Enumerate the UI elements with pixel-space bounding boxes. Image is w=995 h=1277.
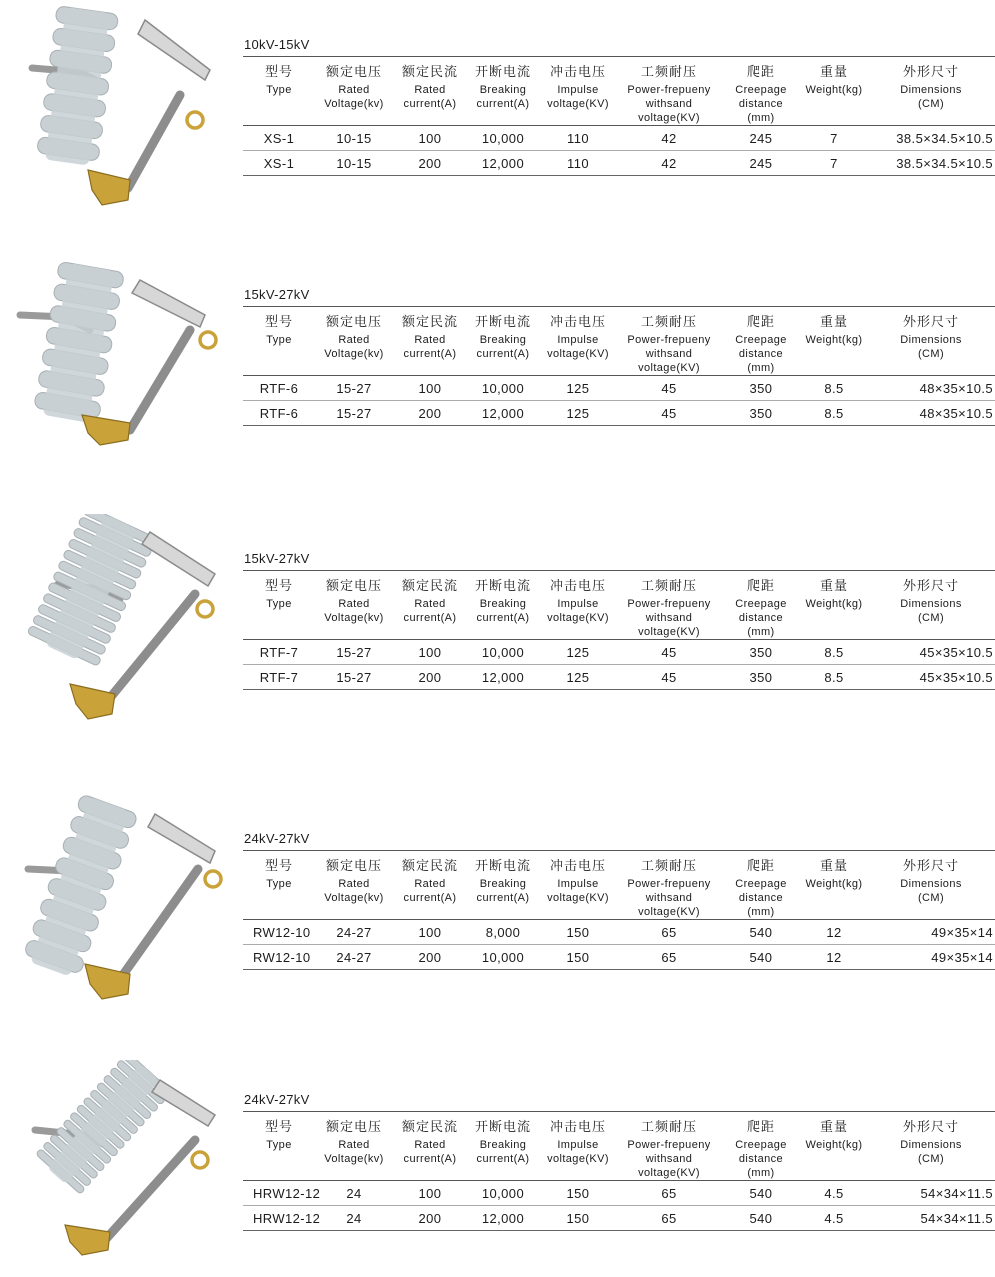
column-header	[243, 1112, 315, 1181]
column-header	[867, 307, 995, 376]
column-header	[243, 307, 315, 376]
column-header	[467, 571, 539, 640]
column-header	[721, 851, 801, 920]
table-cell: 10,000	[481, 949, 525, 965]
insulator	[22, 794, 139, 980]
table-cell: 48×35×10.5	[919, 380, 993, 396]
column-header-en: Rated Voltage(kv)	[324, 1139, 384, 1165]
column-header	[867, 571, 995, 640]
table-cell: 200	[418, 405, 442, 421]
column-header-en: Power-frepueny withsand voltage(KV)	[627, 598, 711, 638]
column-header	[467, 57, 539, 126]
table-row	[243, 665, 995, 690]
table-cell: 100	[418, 644, 442, 660]
insulator	[26, 514, 158, 669]
table-cell: 100	[418, 380, 442, 396]
column-header	[467, 851, 539, 920]
column-header-cn: 型号	[264, 858, 293, 873]
column-header-cn: 额定民流	[401, 314, 458, 329]
table-cell: 7	[830, 130, 838, 146]
table-cell: RTF-7	[259, 644, 299, 660]
fuse-tube	[128, 95, 180, 188]
table-cell: 200	[418, 155, 442, 171]
table-cell: 45	[661, 405, 677, 421]
column-header-cn: 冲击电压	[549, 1119, 606, 1134]
table-cell: 24-27	[336, 924, 372, 940]
column-header	[467, 307, 539, 376]
table-cell: RW12-10	[253, 949, 311, 965]
table-cell: 4.5	[824, 1185, 844, 1201]
column-header-en: Weight(kg)	[805, 84, 863, 96]
table-cell: 350	[749, 380, 773, 396]
column-header	[801, 57, 867, 126]
column-header-cn: 额定民流	[401, 858, 458, 873]
table-cell: 15-27	[336, 669, 372, 685]
column-header-cn: 冲击电压	[549, 314, 606, 329]
top-contact	[142, 532, 215, 586]
column-header	[393, 307, 467, 376]
table-cell: 48×35×10.5	[919, 405, 993, 421]
top-contact	[132, 280, 205, 327]
table-cell: 45×35×10.5	[919, 644, 993, 660]
column-header-en: Dimensions (CM)	[900, 1139, 962, 1165]
column-header-en: Impulse voltage(KV)	[547, 1139, 609, 1165]
column-header-en: Rated Voltage(kv)	[324, 878, 384, 904]
table-cell: 540	[749, 924, 773, 940]
column-header	[393, 57, 467, 126]
table-cell: 110	[567, 130, 589, 146]
column-header-en: Breaking current(A)	[476, 84, 530, 110]
table-cell: 24	[346, 1210, 362, 1226]
table-cell: 350	[749, 644, 773, 660]
table-row	[243, 401, 995, 426]
column-header	[315, 57, 393, 126]
column-header-cn: 开断电流	[474, 314, 531, 329]
fuse-tube	[105, 594, 195, 704]
table-row	[243, 945, 995, 970]
column-header-en: Breaking current(A)	[476, 598, 530, 624]
table-cell: 15-27	[336, 405, 372, 421]
table-cell: XS-1	[263, 130, 295, 146]
table-cell: 150	[566, 924, 590, 940]
table-cell: 4.5	[824, 1210, 844, 1226]
column-header	[801, 1112, 867, 1181]
table-cell: XS-1	[263, 155, 295, 171]
column-header-en: Impulse voltage(KV)	[547, 598, 609, 624]
column-header	[867, 1112, 995, 1181]
brass-hinge	[70, 684, 115, 719]
fuse-cutout-illustration-rw12	[10, 779, 235, 1014]
column-header-en: Power-frepueny withsand voltage(KV)	[627, 878, 711, 918]
column-header-en: Creepage distance (mm)	[735, 334, 787, 374]
column-header-en: Breaking current(A)	[476, 878, 530, 904]
column-header-cn: 爬距	[746, 1119, 775, 1134]
column-header-en: Rated current(A)	[403, 1139, 457, 1165]
column-header-cn: 重量	[819, 578, 848, 593]
voltage-range-title: 10kV-15kV	[244, 37, 310, 52]
table-cell: 54×34×11.5	[920, 1185, 993, 1201]
column-header-cn: 型号	[264, 578, 293, 593]
insulator	[34, 1060, 172, 1196]
column-header-cn: 外形尺寸	[902, 578, 959, 593]
table-cell: 540	[749, 1185, 773, 1201]
table-cell: 24-27	[336, 949, 372, 965]
fuse-tube	[120, 869, 198, 979]
fuse-tube	[130, 330, 190, 430]
insulator	[33, 261, 125, 424]
column-header-en: Weight(kg)	[805, 1139, 863, 1151]
spec-table	[243, 306, 995, 426]
column-header	[617, 307, 721, 376]
table-cell: 12	[826, 949, 842, 965]
column-header-en: Type	[266, 334, 292, 346]
column-header-en: Breaking current(A)	[476, 334, 530, 360]
table-cell: 8.5	[824, 644, 844, 660]
table-cell: 7	[830, 155, 838, 171]
column-header	[243, 57, 315, 126]
column-header-en: Rated Voltage(kv)	[324, 598, 384, 624]
table-row	[243, 126, 995, 151]
table-cell: 540	[749, 949, 773, 965]
brass-hinge	[88, 170, 130, 205]
table-row	[243, 376, 995, 401]
table-cell: HRW12-12	[253, 1210, 321, 1226]
table-cell: 125	[566, 380, 590, 396]
column-header-en: Rated Voltage(kv)	[324, 84, 384, 110]
fuse-cutout-drawing	[22, 794, 221, 999]
column-header-cn: 额定电压	[325, 1119, 382, 1134]
table-cell: 24	[346, 1185, 362, 1201]
column-header-en: Dimensions (CM)	[900, 878, 962, 904]
column-header-en: Impulse voltage(KV)	[547, 334, 609, 360]
pull-ring	[200, 332, 216, 348]
fuse-cutout-illustration-rtf7	[10, 514, 235, 729]
table-cell: RTF-7	[259, 669, 299, 685]
column-header	[617, 57, 721, 126]
table-cell: 15-27	[336, 644, 372, 660]
column-header-cn: 冲击电压	[549, 858, 606, 873]
table-cell: 10-15	[336, 155, 372, 171]
table-cell: 10,000	[481, 380, 525, 396]
column-header-cn: 工频耐压	[640, 314, 697, 329]
voltage-range-title: 24kV-27kV	[244, 1092, 310, 1107]
spec-table	[243, 1111, 995, 1231]
table-cell: 350	[749, 669, 773, 685]
table-cell: 8.5	[824, 405, 844, 421]
column-header-cn: 重量	[819, 314, 848, 329]
table-row	[243, 640, 995, 665]
column-header-cn: 外形尺寸	[902, 1119, 959, 1134]
column-header-en: Dimensions (CM)	[900, 334, 962, 360]
column-header-en: Creepage distance (mm)	[735, 878, 787, 918]
table-cell: RTF-6	[259, 405, 299, 421]
table-cell: 8.5	[824, 380, 844, 396]
column-header-cn: 外形尺寸	[902, 314, 959, 329]
column-header-cn: 型号	[264, 1119, 293, 1134]
spec-table	[243, 850, 995, 970]
table-cell: 150	[566, 949, 590, 965]
pull-ring	[197, 601, 213, 617]
spec-table	[243, 56, 995, 176]
column-header-cn: 外形尺寸	[902, 64, 959, 79]
column-header	[243, 851, 315, 920]
column-header-cn: 额定电压	[325, 858, 382, 873]
table-cell: 245	[749, 130, 773, 146]
column-header	[801, 851, 867, 920]
column-header-en: Impulse voltage(KV)	[547, 878, 609, 904]
table-cell: 38.5×34.5×10.5	[896, 155, 993, 171]
column-header-en: Rated current(A)	[403, 334, 457, 360]
table-cell: 42	[661, 155, 677, 171]
table-row	[243, 151, 995, 176]
table-cell: 100	[418, 1185, 442, 1201]
table-row	[243, 1206, 995, 1231]
table-cell: 12	[826, 924, 842, 940]
column-header-cn: 冲击电压	[549, 64, 606, 79]
table-cell: 49×35×14	[931, 949, 993, 965]
column-header	[721, 571, 801, 640]
table-cell: 100	[418, 130, 442, 146]
table-cell: 8,000	[485, 924, 521, 940]
table-cell: 38.5×34.5×10.5	[896, 130, 993, 146]
column-header-cn: 开断电流	[474, 858, 531, 873]
column-header-en: Rated current(A)	[403, 84, 457, 110]
table-cell: 42	[661, 130, 677, 146]
column-header-en: Rated current(A)	[403, 878, 457, 904]
table-cell: 45×35×10.5	[919, 669, 993, 685]
table-cell: 245	[749, 155, 773, 171]
table-cell: 200	[418, 949, 442, 965]
column-header	[617, 571, 721, 640]
column-header-en: Weight(kg)	[805, 334, 863, 346]
fuse-cutout-drawing	[26, 514, 215, 719]
column-header	[721, 307, 801, 376]
pull-ring	[192, 1152, 208, 1168]
column-header-en: Type	[266, 598, 292, 610]
column-header-en: Power-frepueny withsand voltage(KV)	[627, 1139, 711, 1179]
column-header	[721, 57, 801, 126]
table-cell: 65	[661, 924, 677, 940]
column-header-en: Creepage distance (mm)	[735, 598, 787, 638]
column-header-en: Impulse voltage(KV)	[547, 84, 609, 110]
brass-hinge	[65, 1225, 110, 1255]
column-header-cn: 外形尺寸	[902, 858, 959, 873]
column-header-en: Weight(kg)	[805, 878, 863, 890]
table-cell: 65	[661, 1210, 677, 1226]
table-cell: 200	[418, 1210, 442, 1226]
column-header-cn: 开断电流	[474, 578, 531, 593]
table-cell: 150	[566, 1185, 590, 1201]
column-header-cn: 爬距	[746, 314, 775, 329]
table-cell: 54×34×11.5	[920, 1210, 993, 1226]
table-cell: 125	[566, 669, 590, 685]
column-header	[315, 307, 393, 376]
column-header	[801, 307, 867, 376]
column-header-cn: 爬距	[746, 578, 775, 593]
column-header-cn: 额定民流	[401, 1119, 458, 1134]
table-cell: 45	[661, 644, 677, 660]
voltage-range-title: 24kV-27kV	[244, 831, 310, 846]
table-cell: 49×35×14	[931, 924, 993, 940]
table-cell: 65	[661, 949, 677, 965]
pull-ring	[187, 112, 203, 128]
top-contact	[148, 814, 215, 863]
table-cell: 12,000	[481, 405, 525, 421]
table-cell: 100	[418, 924, 442, 940]
fuse-cutout-drawing	[20, 261, 216, 445]
column-header-cn: 冲击电压	[549, 578, 606, 593]
column-header-en: Breaking current(A)	[476, 1139, 530, 1165]
table-cell: 65	[661, 1185, 677, 1201]
column-header-en: Power-frepueny withsand voltage(KV)	[627, 84, 711, 124]
table-cell: 12,000	[481, 155, 525, 171]
column-header-en: Weight(kg)	[805, 598, 863, 610]
pull-ring	[205, 871, 221, 887]
column-header	[617, 851, 721, 920]
table-cell: RTF-6	[259, 380, 299, 396]
voltage-range-title: 15kV-27kV	[244, 551, 310, 566]
column-header	[867, 851, 995, 920]
fuse-cutout-drawing	[32, 6, 210, 205]
fuse-cutout-illustration-hrw12	[10, 1060, 235, 1270]
column-header-en: Creepage distance (mm)	[735, 84, 787, 124]
top-contact	[138, 20, 210, 80]
column-header-cn: 型号	[264, 314, 293, 329]
table-cell: 200	[418, 669, 442, 685]
column-header	[315, 571, 393, 640]
table-cell: 10,000	[481, 644, 525, 660]
voltage-range-title: 15kV-27kV	[244, 287, 310, 302]
column-header-cn: 开断电流	[474, 64, 531, 79]
fuse-cutout-illustration-xs1	[10, 0, 235, 215]
column-header-en: Dimensions (CM)	[900, 598, 962, 624]
column-header-en: Power-frepueny withsand voltage(KV)	[627, 334, 711, 374]
column-header	[393, 1112, 467, 1181]
column-header	[315, 1112, 393, 1181]
column-header-cn: 额定电压	[325, 314, 382, 329]
fuse-cutout-illustration-rtf6	[10, 255, 235, 465]
column-header	[539, 851, 617, 920]
fuse-cutout-drawing	[34, 1060, 215, 1255]
table-cell: 10-15	[336, 130, 372, 146]
column-header-en: Type	[266, 1139, 292, 1151]
column-header	[393, 851, 467, 920]
table-cell: 350	[749, 405, 773, 421]
column-header-cn: 额定电压	[325, 578, 382, 593]
table-cell: 10,000	[481, 130, 525, 146]
column-header	[617, 1112, 721, 1181]
column-header-en: Type	[266, 84, 292, 96]
column-header-cn: 额定电压	[325, 64, 382, 79]
column-header	[539, 571, 617, 640]
table-row	[243, 920, 995, 945]
table-cell: 12,000	[481, 1210, 525, 1226]
column-header-cn: 额定民流	[401, 64, 458, 79]
column-header	[393, 571, 467, 640]
column-header-en: Creepage distance (mm)	[735, 1139, 787, 1179]
column-header	[243, 571, 315, 640]
insulator	[36, 6, 119, 167]
column-header-en: Type	[266, 878, 292, 890]
table-cell: 10,000	[481, 1185, 525, 1201]
column-header	[539, 57, 617, 126]
column-header-cn: 工频耐压	[640, 64, 697, 79]
column-header-cn: 型号	[264, 64, 293, 79]
table-cell: 12,000	[481, 669, 525, 685]
fuse-tube	[105, 1140, 195, 1240]
table-cell: 125	[566, 405, 590, 421]
column-header-cn: 重量	[819, 1119, 848, 1134]
column-header-cn: 爬距	[746, 64, 775, 79]
column-header-cn: 工频耐压	[640, 578, 697, 593]
column-header	[801, 571, 867, 640]
column-header	[467, 1112, 539, 1181]
column-header-en: Rated current(A)	[403, 598, 457, 624]
column-header-cn: 额定民流	[401, 578, 458, 593]
column-header	[721, 1112, 801, 1181]
column-header	[539, 1112, 617, 1181]
column-header-cn: 工频耐压	[640, 858, 697, 873]
column-header-cn: 爬距	[746, 858, 775, 873]
table-cell: 8.5	[824, 669, 844, 685]
column-header-cn: 重量	[819, 64, 848, 79]
table-cell: 540	[749, 1210, 773, 1226]
table-row	[243, 1181, 995, 1206]
column-header-en: Dimensions (CM)	[900, 84, 962, 110]
table-cell: RW12-10	[253, 924, 311, 940]
table-cell: 125	[566, 644, 590, 660]
column-header	[867, 57, 995, 126]
column-header-cn: 重量	[819, 858, 848, 873]
spec-table	[243, 570, 995, 690]
column-header	[539, 307, 617, 376]
column-header	[315, 851, 393, 920]
table-cell: 45	[661, 380, 677, 396]
column-header-en: Rated Voltage(kv)	[324, 334, 384, 360]
column-header-cn: 工频耐压	[640, 1119, 697, 1134]
table-cell: 45	[661, 669, 677, 685]
table-cell: HRW12-12	[253, 1185, 321, 1201]
brass-hinge	[82, 415, 130, 445]
table-cell: 15-27	[336, 380, 372, 396]
table-cell: 110	[567, 155, 589, 171]
column-header-cn: 开断电流	[474, 1119, 531, 1134]
table-cell: 150	[566, 1210, 590, 1226]
